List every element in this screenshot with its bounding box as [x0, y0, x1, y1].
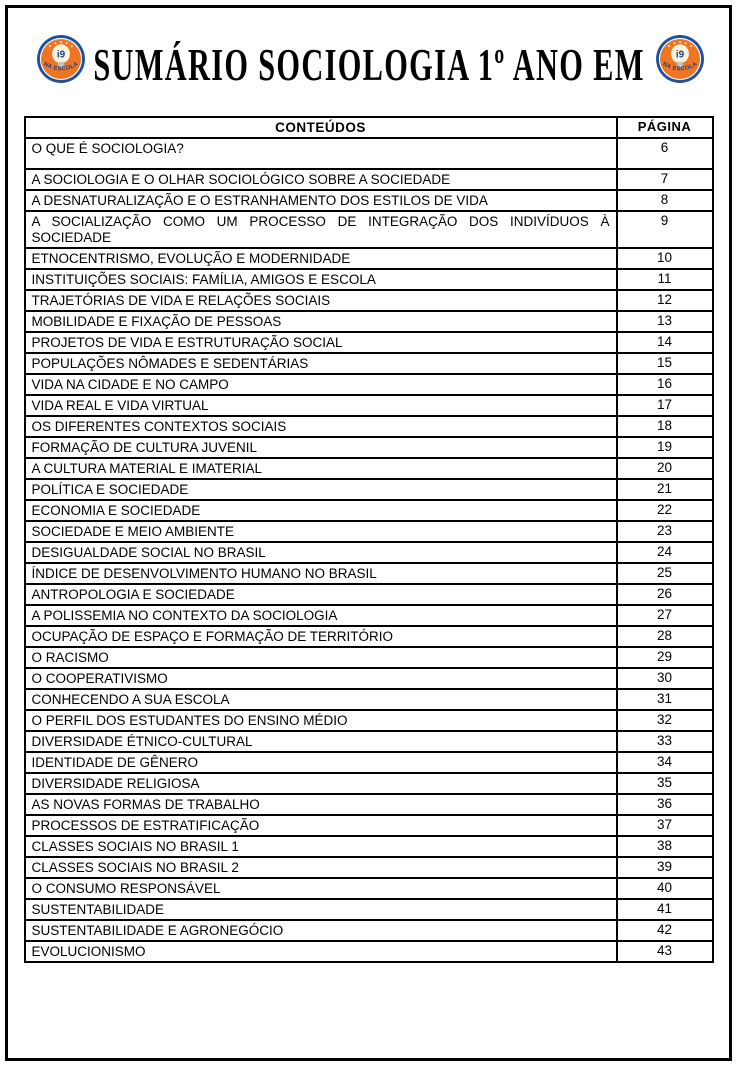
page-title: SUMÁRIO SOCIOLOGIA 1º ANO EM: [92, 39, 645, 90]
toc-item-title: A CULTURA MATERIAL E IMATERIAL: [25, 458, 617, 479]
toc-item-title: A SOCIALIZAÇÃO COMO UM PROCESSO DE INTEGRAÇÃO DOS INDIVÍDUOS À SOCIEDADE: [25, 211, 617, 248]
table-row: [25, 248, 713, 269]
table-row: [25, 521, 713, 542]
toc-item-title: VIDA NA CIDADE E NO CAMPO: [25, 374, 617, 395]
toc-item-title: SOCIEDADE E MEIO AMBIENTE: [25, 521, 617, 542]
toc-item-page: 22: [617, 500, 713, 521]
toc-item-page: 38: [617, 836, 713, 857]
toc-item-title: A POLISSEMIA NO CONTEXTO DA SOCIOLOGIA: [25, 605, 617, 626]
toc-item-title: ANTROPOLOGIA E SOCIEDADE: [25, 584, 617, 605]
toc-item-title: O COOPERATIVISMO: [25, 668, 617, 689]
toc-item-page: 34: [617, 752, 713, 773]
i9-na-escola-logo-left: [36, 34, 86, 84]
table-row: [25, 437, 713, 458]
toc-header-row: [25, 117, 713, 138]
table-row: [25, 395, 713, 416]
toc-item-title: ETNOCENTRISMO, EVOLUÇÃO E MODERNIDADE: [25, 248, 617, 269]
table-row: [25, 211, 713, 248]
toc-item-title: CLASSES SOCIAIS NO BRASIL 1: [25, 836, 617, 857]
table-row: [25, 773, 713, 794]
document-header: [8, 8, 729, 108]
table-row: [25, 416, 713, 437]
table-row: [25, 269, 713, 290]
toc-item-page: 17: [617, 395, 713, 416]
toc-item-title: CLASSES SOCIAIS NO BRASIL 2: [25, 857, 617, 878]
table-row: [25, 815, 713, 836]
table-row: [25, 689, 713, 710]
toc-table: [24, 116, 714, 963]
table-row: [25, 542, 713, 563]
toc-item-page: 35: [617, 773, 713, 794]
toc-item-title: DESIGUALDADE SOCIAL NO BRASIL: [25, 542, 617, 563]
table-row: [25, 138, 713, 169]
toc-item-title: INSTITUIÇÕES SOCIAIS: FAMÍLIA, AMIGOS E ESCOLA: [25, 269, 617, 290]
table-row: [25, 353, 713, 374]
table-row: [25, 647, 713, 668]
logo-bulb-label: i9: [56, 49, 66, 61]
toc-item-page: 20: [617, 458, 713, 479]
toc-item-page: 39: [617, 857, 713, 878]
toc-item-title: O PERFIL DOS ESTUDANTES DO ENSINO MÉDIO: [25, 710, 617, 731]
table-row: [25, 920, 713, 941]
toc-item-title: FORMAÇÃO DE CULTURA JUVENIL: [25, 437, 617, 458]
toc-item-page: 16: [617, 374, 713, 395]
toc-item-page: 31: [617, 689, 713, 710]
toc-item-title: PROCESSOS DE ESTRATIFICAÇÃO: [25, 815, 617, 836]
toc-item-page: 12: [617, 290, 713, 311]
logo-bulb-label: i9: [675, 49, 685, 61]
document-page: [5, 5, 732, 1061]
toc-item-title: OCUPAÇÃO DE ESPAÇO E FORMAÇÃO DE TERRITÓRIO: [25, 626, 617, 647]
toc-item-title: MOBILIDADE E FIXAÇÃO DE PESSOAS: [25, 311, 617, 332]
table-row: [25, 668, 713, 689]
toc-table-body: [25, 138, 713, 962]
table-row: [25, 731, 713, 752]
table-row: [25, 169, 713, 190]
toc-header-contents: CONTEÚDOS: [25, 117, 617, 138]
toc-header-page: PÁGINA: [617, 117, 713, 138]
table-row: [25, 836, 713, 857]
toc-item-title: POPULAÇÕES NÔMADES E SEDENTÁRIAS: [25, 353, 617, 374]
table-row: [25, 374, 713, 395]
toc-item-title: DIVERSIDADE ÉTNICO-CULTURAL: [25, 731, 617, 752]
toc-item-title: A SOCIOLOGIA E O OLHAR SOCIOLÓGICO SOBRE A SOCIEDADE: [25, 169, 617, 190]
table-row: [25, 710, 713, 731]
toc-item-page: 19: [617, 437, 713, 458]
toc-item-page: 25: [617, 563, 713, 584]
toc-item-page: 8: [617, 190, 713, 211]
toc-item-page: 7: [617, 169, 713, 190]
logo-arc-label: NA ESCOLA: [661, 61, 699, 73]
table-row: [25, 941, 713, 962]
toc-item-page: 24: [617, 542, 713, 563]
toc-item-page: 30: [617, 668, 713, 689]
toc-table-head: [25, 117, 713, 138]
toc-item-page: 37: [617, 815, 713, 836]
table-row: [25, 584, 713, 605]
toc-item-page: 18: [617, 416, 713, 437]
toc-item-title: DIVERSIDADE RELIGIOSA: [25, 773, 617, 794]
logo-arc-label: NA ESCOLA: [42, 61, 80, 73]
table-row: [25, 311, 713, 332]
toc-item-title: IDENTIDADE DE GÊNERO: [25, 752, 617, 773]
toc-item-page: 13: [617, 311, 713, 332]
table-row: [25, 332, 713, 353]
toc-item-page: 42: [617, 920, 713, 941]
toc-item-title: A DESNATURALIZAÇÃO E O ESTRANHAMENTO DOS ESTILOS DE VIDA: [25, 190, 617, 211]
toc-item-page: 14: [617, 332, 713, 353]
toc-item-title: ÍNDICE DE DESENVOLVIMENTO HUMANO NO BRASIL: [25, 563, 617, 584]
table-row: [25, 290, 713, 311]
toc-item-page: 33: [617, 731, 713, 752]
table-row: [25, 857, 713, 878]
table-row: [25, 878, 713, 899]
toc-item-title: POLÍTICA E SOCIEDADE: [25, 479, 617, 500]
table-row: [25, 899, 713, 920]
table-row: [25, 563, 713, 584]
toc-item-page: 11: [617, 269, 713, 290]
toc-item-page: 15: [617, 353, 713, 374]
toc-item-page: 43: [617, 941, 713, 962]
toc-item-page: 32: [617, 710, 713, 731]
toc-item-page: 40: [617, 878, 713, 899]
toc-item-title: SUSTENTABILIDADE E AGRONEGÓCIO: [25, 920, 617, 941]
toc-item-title: OS DIFERENTES CONTEXTOS SOCIAIS: [25, 416, 617, 437]
toc-item-page: 26: [617, 584, 713, 605]
table-row: [25, 605, 713, 626]
toc-item-title: CONHECENDO A SUA ESCOLA: [25, 689, 617, 710]
toc-item-page: 29: [617, 647, 713, 668]
table-row: [25, 752, 713, 773]
table-row: [25, 626, 713, 647]
toc-item-title: O QUE É SOCIOLOGIA?: [25, 138, 617, 169]
toc-item-page: 10: [617, 248, 713, 269]
toc-item-title: ECONOMIA E SOCIEDADE: [25, 500, 617, 521]
toc-item-page: 21: [617, 479, 713, 500]
table-row: [25, 190, 713, 211]
toc-item-title: VIDA REAL E VIDA VIRTUAL: [25, 395, 617, 416]
toc-item-page: 9: [617, 211, 713, 248]
table-row: [25, 479, 713, 500]
toc-item-page: 41: [617, 899, 713, 920]
table-row: [25, 794, 713, 815]
toc-item-title: SUSTENTABILIDADE: [25, 899, 617, 920]
table-row: [25, 458, 713, 479]
toc-item-page: 23: [617, 521, 713, 542]
toc-item-page: 6: [617, 138, 713, 169]
toc-item-page: 28: [617, 626, 713, 647]
toc-item-page: 36: [617, 794, 713, 815]
table-row: [25, 500, 713, 521]
toc-item-title: TRAJETÓRIAS DE VIDA E RELAÇÕES SOCIAIS: [25, 290, 617, 311]
toc-item-title: EVOLUCIONISMO: [25, 941, 617, 962]
toc-item-title: O RACISMO: [25, 647, 617, 668]
toc-item-title: AS NOVAS FORMAS DE TRABALHO: [25, 794, 617, 815]
i9-na-escola-logo-right: [655, 34, 705, 84]
toc-item-title: PROJETOS DE VIDA E ESTRUTURAÇÃO SOCIAL: [25, 332, 617, 353]
toc-item-title: O CONSUMO RESPONSÁVEL: [25, 878, 617, 899]
toc-item-page: 27: [617, 605, 713, 626]
